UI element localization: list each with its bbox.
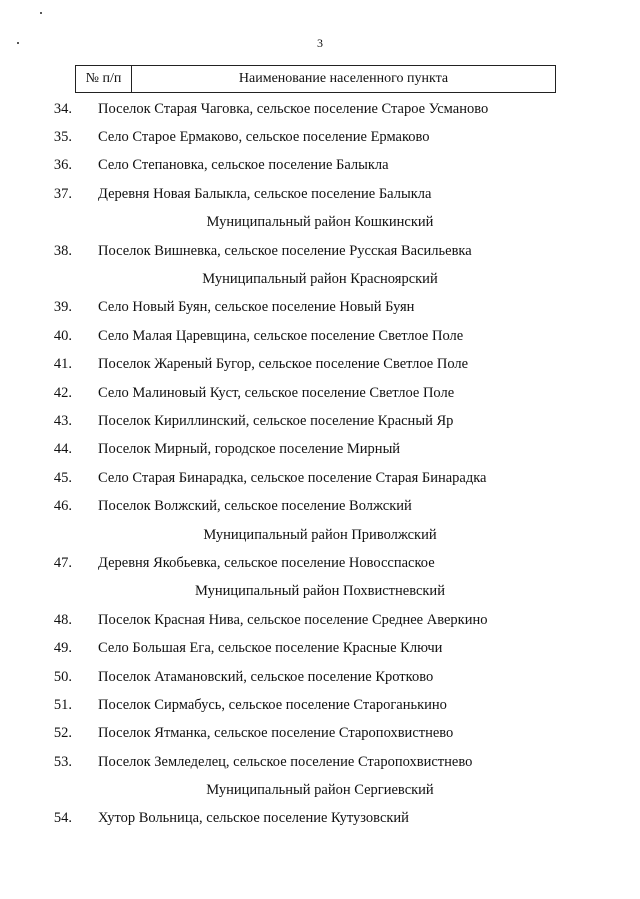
table-row (0, 464, 640, 492)
row-number: 42. (53, 384, 72, 401)
header-number-column: № п/п (76, 66, 132, 92)
row-number: 36. (53, 157, 72, 174)
table-row (0, 720, 640, 748)
settlement-name: Поселок Ятманка, сельское поселение Старопохвистнево (98, 725, 454, 742)
district-heading: Муниципальный район Приволжский (203, 526, 437, 543)
settlement-name: Село Малиновый Куст, сельское поселение Светлое Поле (98, 384, 455, 401)
row-number: 34. (53, 100, 72, 117)
table-row (0, 237, 640, 265)
page-number: 3 (317, 36, 323, 50)
row-number: 46. (53, 498, 72, 515)
table-row (0, 634, 640, 662)
header-name-column: Наименование населенного пункта (238, 71, 449, 86)
settlement-name: Поселок Красная Нива, сельское поселение Среднее Аверкино (98, 611, 488, 628)
row-number: 41. (53, 356, 72, 373)
row-number: 47. (53, 554, 72, 571)
table-row (0, 407, 640, 435)
settlement-name: Хутор Вольница, сельское поселение Кутузовский (98, 810, 409, 827)
row-number: 52. (53, 725, 72, 742)
settlement-name: Поселок Вишневка, сельское поселение Русская Васильевка (98, 242, 472, 259)
settlement-name: Поселок Мирный, городское поселение Мирный (98, 441, 401, 458)
settlement-name: Село Новый Буян, сельское поселение Новый Буян (98, 299, 415, 316)
table-row (0, 322, 640, 350)
table-row (0, 805, 640, 833)
row-number: 43. (53, 412, 72, 429)
table-row (0, 351, 640, 379)
row-number: 38. (53, 242, 72, 259)
settlement-name: Поселок Атамановский, сельское поселение Кротково (98, 668, 434, 685)
district-heading: Муниципальный район Сергиевский (206, 782, 434, 799)
table-row (0, 95, 640, 123)
settlement-name: Село Старое Ермаково, сельское поселение Ермаково (98, 129, 430, 146)
table-row (0, 663, 640, 691)
row-number: 50. (53, 668, 72, 685)
settlement-name: Поселок Волжский, сельское поселение Волжский (98, 498, 412, 515)
row-number: 51. (53, 696, 72, 713)
table-row (0, 123, 640, 151)
row-number: 54. (53, 810, 72, 827)
row-number: 39. (53, 299, 72, 316)
settlement-name: Село Большая Ега, сельское поселение Красные Ключи (98, 640, 443, 657)
settlement-name: Поселок Старая Чаговка, сельское поселение Старое Усманово (98, 100, 489, 117)
row-number: 45. (53, 469, 72, 486)
settlement-name: Поселок Сирмабусь, сельское поселение Староганькино (98, 696, 447, 713)
row-number: 37. (53, 185, 72, 202)
table-row (0, 606, 640, 634)
district-heading: Муниципальный район Красноярский (202, 271, 438, 288)
table-row (0, 549, 640, 577)
table-row (0, 492, 640, 520)
row-number: 53. (53, 753, 72, 770)
table-row (0, 379, 640, 407)
settlement-name: Село Малая Царевщина, сельское поселение Светлое Поле (98, 327, 464, 344)
table-row (0, 436, 640, 464)
settlement-name: Деревня Якобьевка, сельское поселение Новосспаское (98, 554, 435, 571)
settlement-name: Село Старая Бинарадка, сельское поселение Старая Бинарадка (98, 469, 487, 486)
district-heading: Муниципальный район Похвистневский (195, 583, 445, 600)
settlement-list (0, 95, 640, 833)
settlement-name: Поселок Кириллинский, сельское поселение Красный Яр (98, 412, 454, 429)
settlement-name: Село Степановка, сельское поселение Балыкла (98, 157, 389, 174)
settlement-name: Деревня Новая Балыкла, сельское поселение Балыкла (98, 185, 432, 202)
table-row (0, 294, 640, 322)
row-number: 49. (53, 640, 72, 657)
table-row (0, 691, 640, 719)
table-row (0, 152, 640, 180)
settlement-name: Поселок Земледелец, сельское поселение Старопохвистнево (98, 753, 473, 770)
row-number: 40. (53, 327, 72, 344)
table-header (75, 65, 556, 93)
row-number: 48. (53, 611, 72, 628)
table-row (0, 180, 640, 208)
table-row (0, 748, 640, 776)
row-number: 44. (53, 441, 72, 458)
settlement-name: Поселок Жареный Бугор, сельское поселение Светлое Поле (98, 356, 469, 373)
district-heading: Муниципальный район Кошкинский (206, 214, 434, 231)
scan-speck (40, 12, 42, 14)
row-number: 35. (53, 129, 72, 146)
